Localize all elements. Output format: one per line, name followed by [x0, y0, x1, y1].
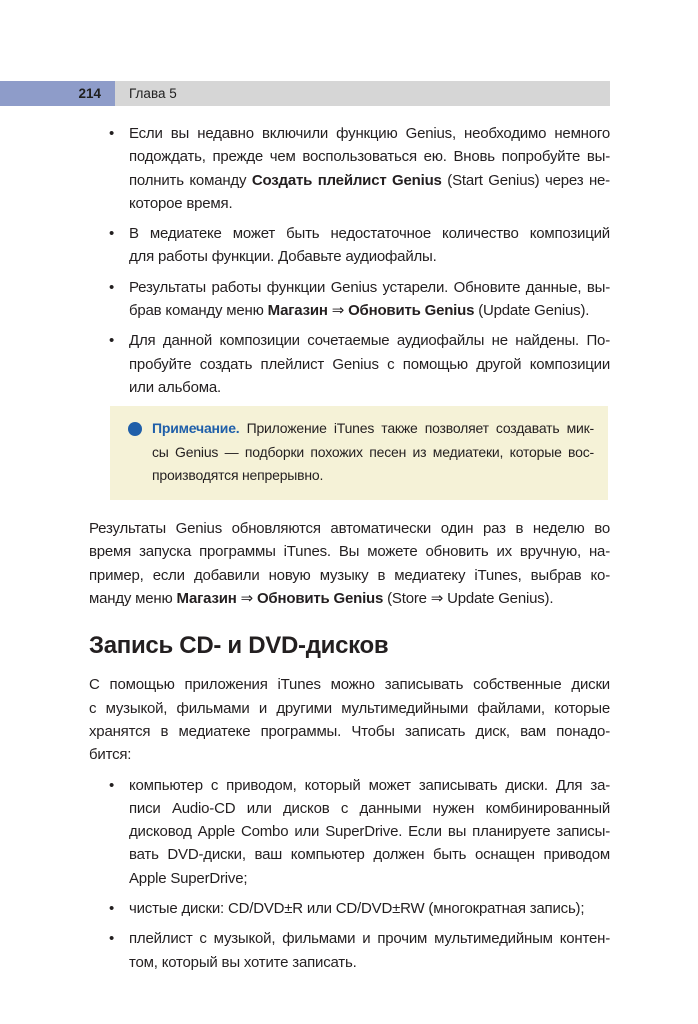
running-header: [0, 81, 610, 106]
text-line: [129, 329, 610, 352]
bullet-icon: •: [109, 278, 115, 296]
paragraph: [89, 673, 610, 766]
text-line: [89, 517, 610, 540]
text-segment: писи Audio-CD или дисков с данными нужен комбинированный: [129, 799, 610, 817]
note-label: Примечание.: [152, 420, 240, 437]
text-segment: манду меню: [89, 590, 177, 608]
text-line: [129, 867, 610, 890]
text-line: [129, 927, 610, 950]
text-line: [152, 464, 594, 487]
bullet-text: [129, 927, 610, 974]
text-line: [129, 192, 610, 215]
text-segment: Для данной композиции сочетаемые аудиофайлы не найдены. По-: [129, 332, 610, 350]
bullet-icon: •: [109, 900, 115, 918]
text-segment: (Start Genius) через не-: [441, 171, 610, 189]
text-segment: для работы функции. Добавьте аудиофайлы.: [129, 248, 437, 266]
text-segment: ⇒: [327, 302, 349, 320]
text-line: [89, 697, 610, 720]
text-segment: пробуйте создать плейлист Genius с помощью другой композиции: [129, 355, 610, 373]
text-segment: Apple SuperDrive;: [129, 869, 248, 887]
text-segment: Приложение iTunes также позволяет создавать мик-: [239, 420, 594, 437]
text-segment: Магазин: [267, 302, 328, 320]
paragraph: [89, 517, 610, 610]
text-segment: которое время.: [129, 194, 233, 212]
text-line: [129, 276, 610, 299]
text-segment: дисковод Apple Combo или SuperDrive. Если вы планируете записы-: [129, 823, 610, 841]
text-line: [129, 222, 610, 245]
text-segment: Результаты Genius обновляются автоматически один раз в неделю во: [89, 520, 610, 538]
text-segment: плейлист с музыкой, фильмами и прочим мультимедийным контен-: [129, 930, 610, 948]
text-segment: время запуска программы iTunes. Вы можете обновить их вручную, на-: [89, 543, 610, 561]
bullet-icon: •: [109, 776, 115, 794]
text-line: [129, 820, 610, 843]
bullet-item: [89, 276, 610, 323]
text-line: [129, 145, 610, 168]
text-segment: сы Genius — подборки похожих песен из медиатеки, которые вос-: [152, 443, 594, 460]
text-segment: пример, если добавили новую музыку в медиатеку iTunes, выбрав ко-: [89, 566, 610, 584]
bullet-item: [89, 927, 610, 974]
bullet-text: [129, 122, 610, 215]
text-segment: с музыкой, фильмами и другими мультимедийными файлами, которые: [89, 699, 610, 717]
text-segment: Результаты работы функции Genius устарели. Обновите данные, вы-: [129, 278, 610, 296]
text-line: [89, 743, 610, 766]
text-line: [129, 797, 610, 820]
text-segment: Магазин: [176, 590, 237, 608]
text-line: [129, 774, 610, 797]
text-segment: вать DVD-диски, ваш компьютер должен быть оснащен приводом: [129, 846, 610, 864]
text-line: [89, 587, 610, 610]
text-segment: (Store ⇒ Update Genius).: [383, 590, 554, 608]
text-segment: брав команду меню: [129, 302, 268, 320]
text-line: [89, 564, 610, 587]
text-segment: Обновить Genius: [256, 590, 384, 608]
text-line: [129, 169, 610, 192]
text-segment: полнить команду: [129, 171, 252, 189]
text-segment: или альбома.: [129, 378, 221, 396]
text-line: [89, 673, 610, 696]
bullet-item: [89, 329, 610, 399]
note-text: [152, 417, 608, 487]
bullet-text: [129, 329, 610, 399]
bullet-item: [89, 222, 610, 269]
bullet-item: [89, 774, 610, 890]
text-line: [129, 299, 610, 322]
text-segment: компьютер с приводом, который может записывать диски. Для за-: [129, 776, 610, 794]
text-line: [129, 353, 610, 376]
page-number: 214: [0, 81, 115, 106]
text-segment: Обновить Genius: [348, 302, 475, 320]
text-segment: производятся непрерывно.: [152, 466, 324, 483]
text-line: [129, 951, 610, 974]
text-line: [129, 376, 610, 399]
text-line: [152, 441, 594, 464]
text-line: [129, 843, 610, 866]
bullet-icon: •: [109, 930, 115, 948]
text-segment: чистые диски: CD/DVD±R или CD/DVD±RW (многократная запись);: [129, 900, 585, 918]
text-segment: подождать, прежде чем воспользоваться ею. Вновь попробуйте вы-: [129, 148, 610, 166]
text-line: [89, 540, 610, 563]
text-line: [89, 720, 610, 743]
bullet-text: [129, 897, 610, 920]
bullet-text: [129, 222, 610, 269]
text-line: [129, 897, 610, 920]
text-line: [152, 417, 594, 440]
section-heading: Запись CD- и DVD-дисков: [89, 632, 389, 660]
note-box: [110, 406, 608, 500]
text-segment: том, который вы хотите записать.: [129, 953, 357, 971]
text-segment: ⇒: [236, 590, 257, 608]
text-segment: Создать плейлист Genius: [251, 171, 442, 189]
text-segment: хранятся в медиатеке программы. Чтобы записать диск, вам понадо-: [89, 722, 610, 740]
text-segment: С помощью приложения iTunes можно записывать собственные диски: [89, 676, 610, 694]
bullet-item: [89, 122, 610, 215]
text-line: [129, 245, 610, 268]
note-icon-column: [110, 417, 152, 487]
text-segment: Если вы недавно включили функцию Genius, необходимо немного: [129, 125, 610, 142]
chapter-title: Глава 5: [115, 81, 610, 106]
text-line: [129, 122, 610, 145]
bullet-text: [129, 774, 610, 890]
text-segment: В медиатеке может быть недостаточное количество композиций: [129, 225, 610, 243]
note-circle-icon: [128, 422, 142, 436]
bullet-icon: •: [109, 125, 115, 142]
text-segment: (Update Genius).: [474, 302, 590, 320]
content-area: [89, 122, 610, 981]
bullet-icon: •: [109, 332, 115, 350]
bullet-icon: •: [109, 225, 115, 243]
bullet-item: [89, 897, 610, 920]
text-segment: бится:: [89, 746, 132, 764]
bullet-text: [129, 276, 610, 323]
